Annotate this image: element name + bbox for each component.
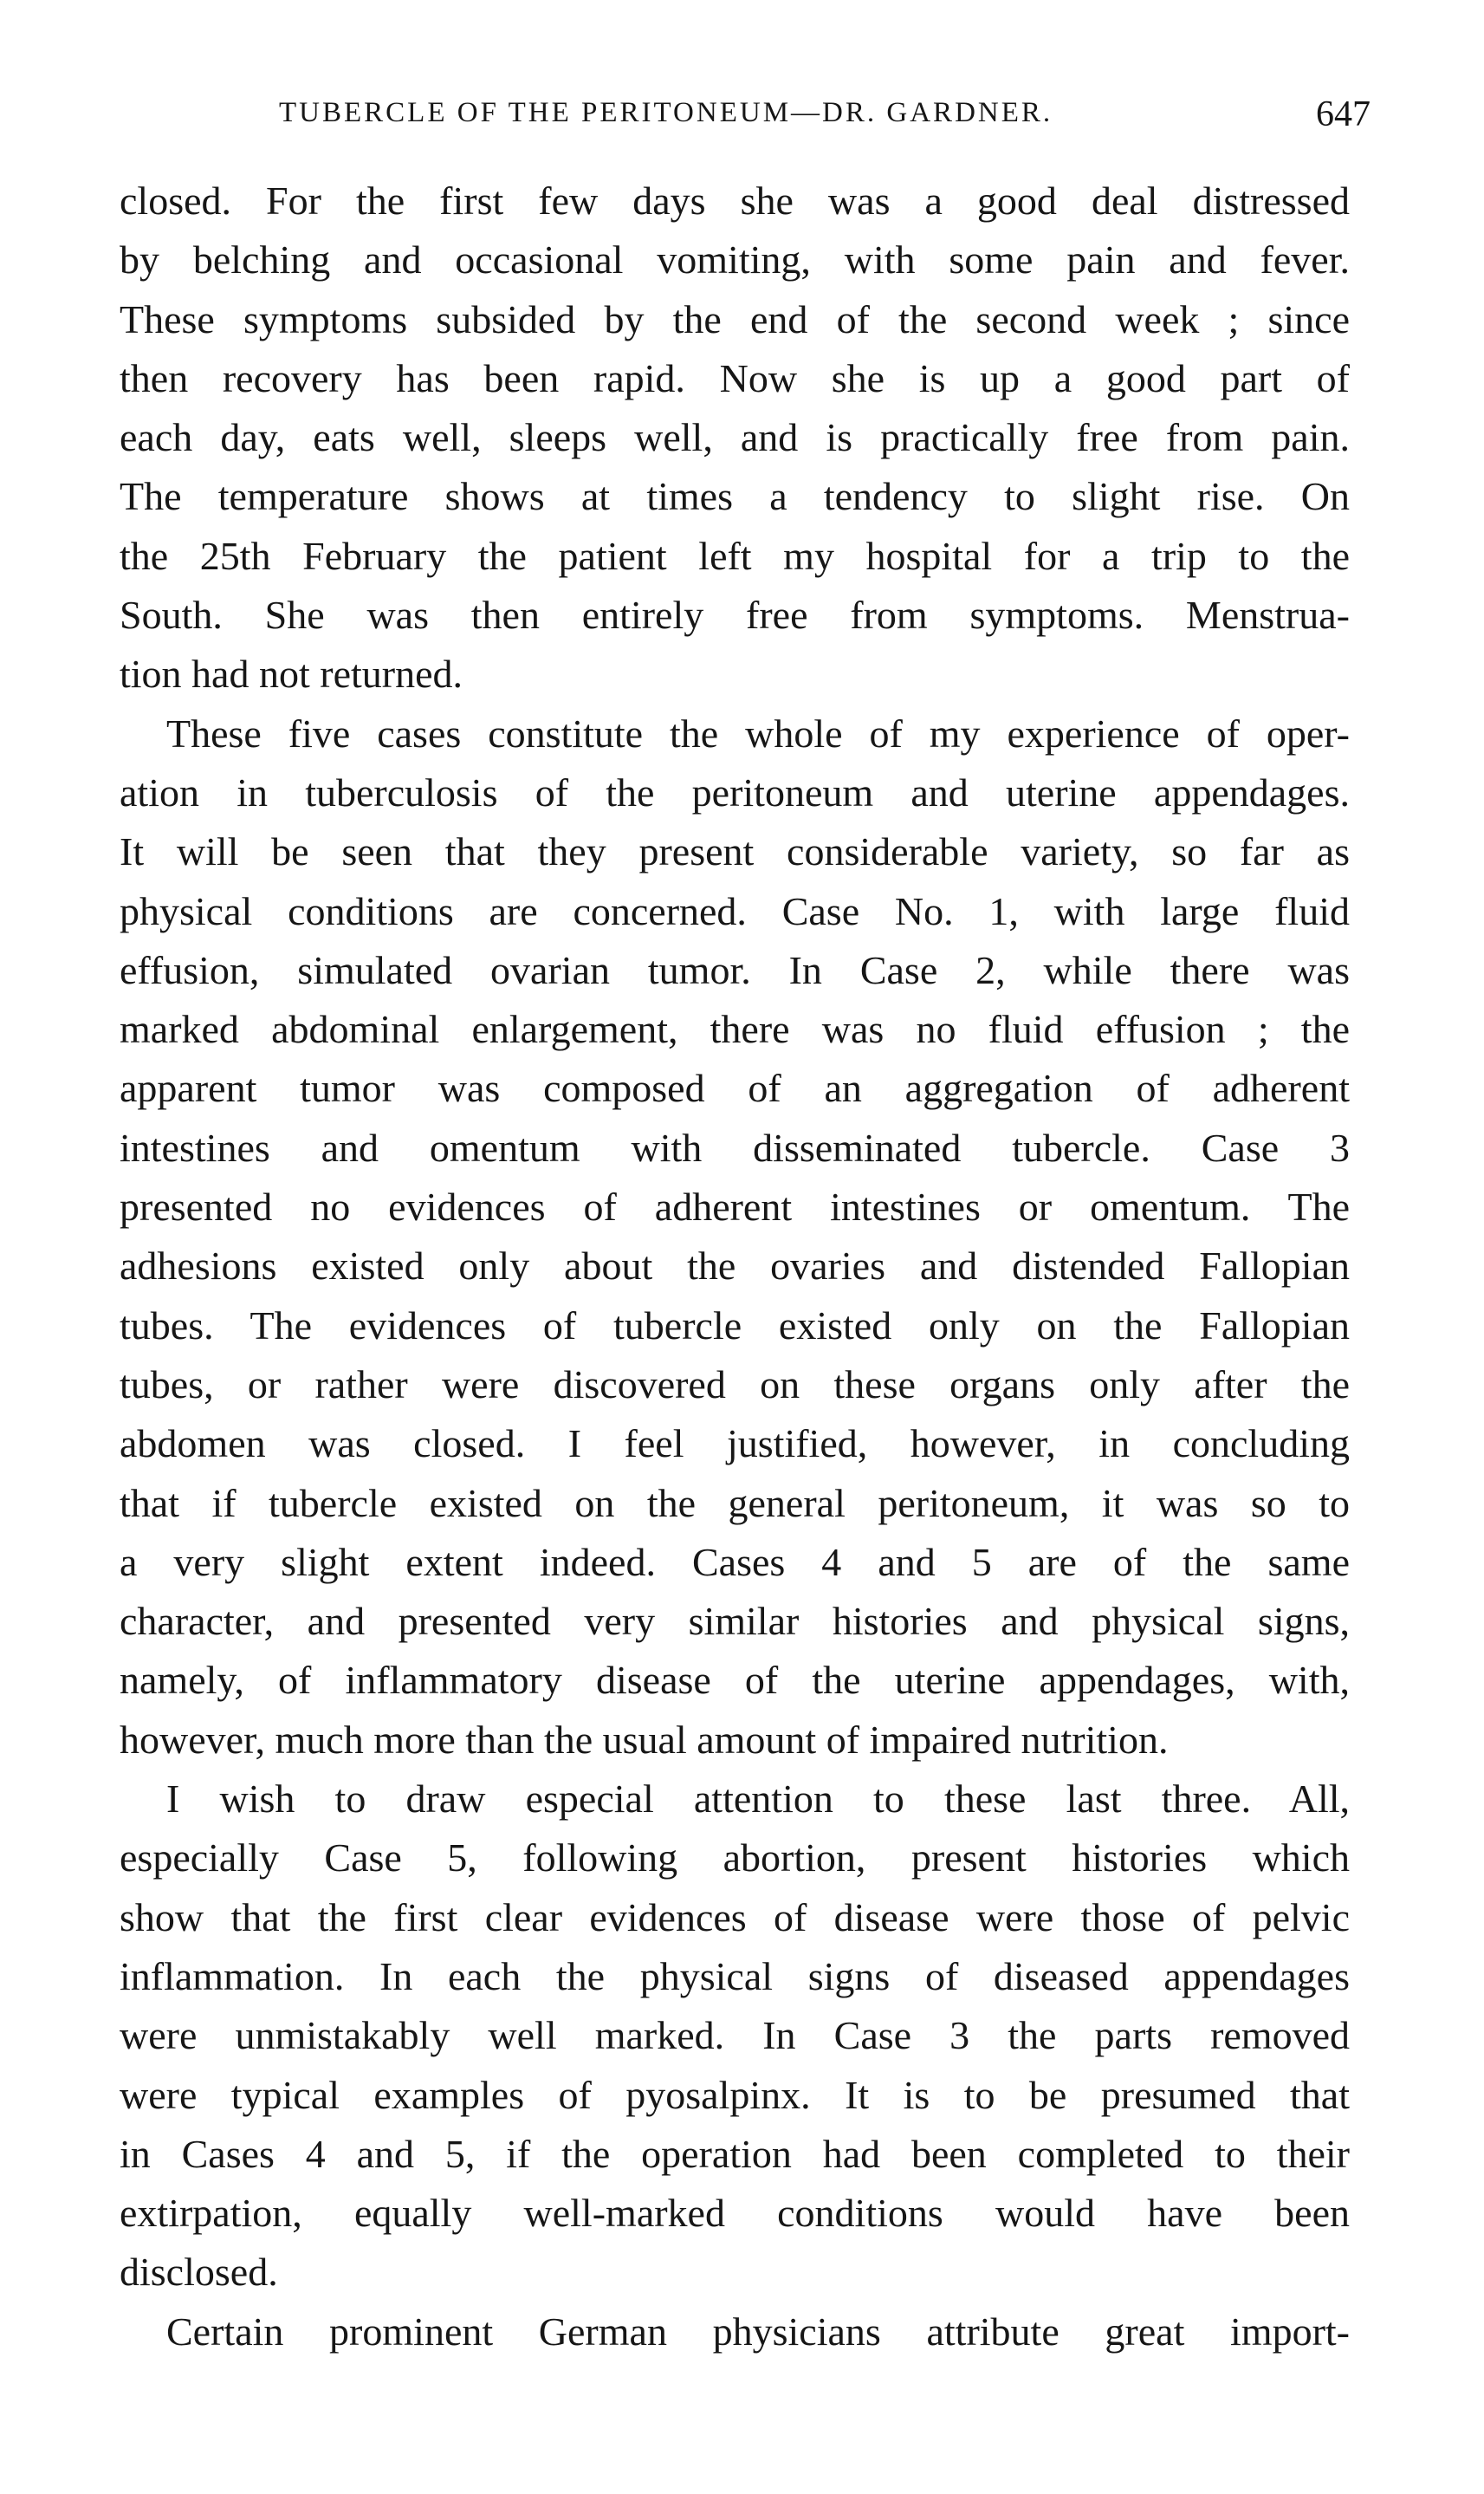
text-line: physical conditions are concerned. Case No. 1, with large fluid <box>120 888 1350 933</box>
text-line: then recovery has been rapid. Now she is up a good part of <box>120 355 1350 400</box>
text-line: apparent tumor was composed of an aggregation of adherent <box>120 1066 1350 1111</box>
text-line: intestines and omentum with disseminated tubercle. Case 3 <box>120 1125 1350 1170</box>
text-line: the 25th February the patient left my hospital for a trip to the <box>120 533 1350 578</box>
body-text <box>120 172 1350 2361</box>
text-line: These symptoms subsided by the end of the second week ; since <box>120 296 1350 341</box>
page-number: 647 <box>1316 94 1371 134</box>
text-line: presented no evidences of adherent intestines or omentum. The <box>120 1185 1350 1230</box>
text-line: extirpation, equally well-marked conditions would have been <box>120 2191 1350 2236</box>
text-line: each day, eats well, sleeps well, and is practically free from pain. <box>120 415 1350 460</box>
text-line: by belching and occasional vomiting, with some pain and fever. <box>120 237 1350 283</box>
text-line: Certain prominent German physicians attribute great import- <box>166 2309 1350 2354</box>
text-line: closed. For the first few days she was a good deal distressed <box>120 179 1350 223</box>
text-line: character, and presented very similar histories and physical signs, <box>120 1599 1350 1644</box>
text-line: The temperature shows at times a tendency to slight rise. On <box>120 474 1350 519</box>
text-line: These five cases constitute the whole of my experience of oper- <box>166 711 1350 756</box>
text-line: in Cases 4 and 5, if the operation had been completed to their <box>120 2131 1350 2176</box>
text-line: I wish to draw especial attention to these last three. All, <box>166 1776 1350 1822</box>
text-line: tubes, or rather were discovered on these organs only after the <box>120 1361 1350 1406</box>
text-line: show that the first clear evidences of disease were those of pelvic <box>120 1894 1350 1939</box>
text-line: that if tubercle existed on the general peritoneum, it was so to <box>120 1480 1350 1525</box>
text-line: tubes. The evidences of tubercle existed only on the Fallopian <box>120 1302 1350 1348</box>
text-line: however, much more than the usual amount of impaired nutrition. <box>120 1717 1169 1762</box>
text-line: inflammation. In each the physical signs of diseased appendages <box>120 1953 1350 1998</box>
text-line: effusion, simulated ovarian tumor. In Case 2, while there was <box>120 947 1350 992</box>
running-head <box>279 94 1371 146</box>
text-line: It will be seen that they present considerable variety, so far as <box>120 829 1350 874</box>
text-line: were typical examples of pyosalpinx. It is to be presumed that <box>120 2072 1350 2117</box>
text-line: namely, of inflammatory disease of the uterine appendages, with, <box>120 1658 1350 1703</box>
running-title: TUBERCLE OF THE PERITONEUM—DR. GARDNER. <box>279 97 1053 128</box>
text-line: a very slight extent indeed. Cases 4 and 5 are of the same <box>120 1539 1350 1584</box>
text-line: were unmistakably well marked. In Case 3 the parts removed <box>120 2013 1350 2058</box>
text-line: especially Case 5, following abortion, present histories which <box>120 1835 1350 1880</box>
text-line: adhesions existed only about the ovaries and distended Fallopian <box>120 1244 1350 1289</box>
text-line: ation in tuberculosis of the peritoneum and uterine appendages. <box>120 770 1350 815</box>
text-line: marked abdominal enlargement, there was no fluid effusion ; the <box>120 1007 1350 1052</box>
text-line: abdomen was closed. I feel justified, however, in concluding <box>120 1421 1350 1466</box>
text-line: South. She was then entirely free from symptoms. Menstrua- <box>120 593 1350 638</box>
text-line: disclosed. <box>120 2250 278 2295</box>
text-line: tion had not returned. <box>120 652 463 697</box>
